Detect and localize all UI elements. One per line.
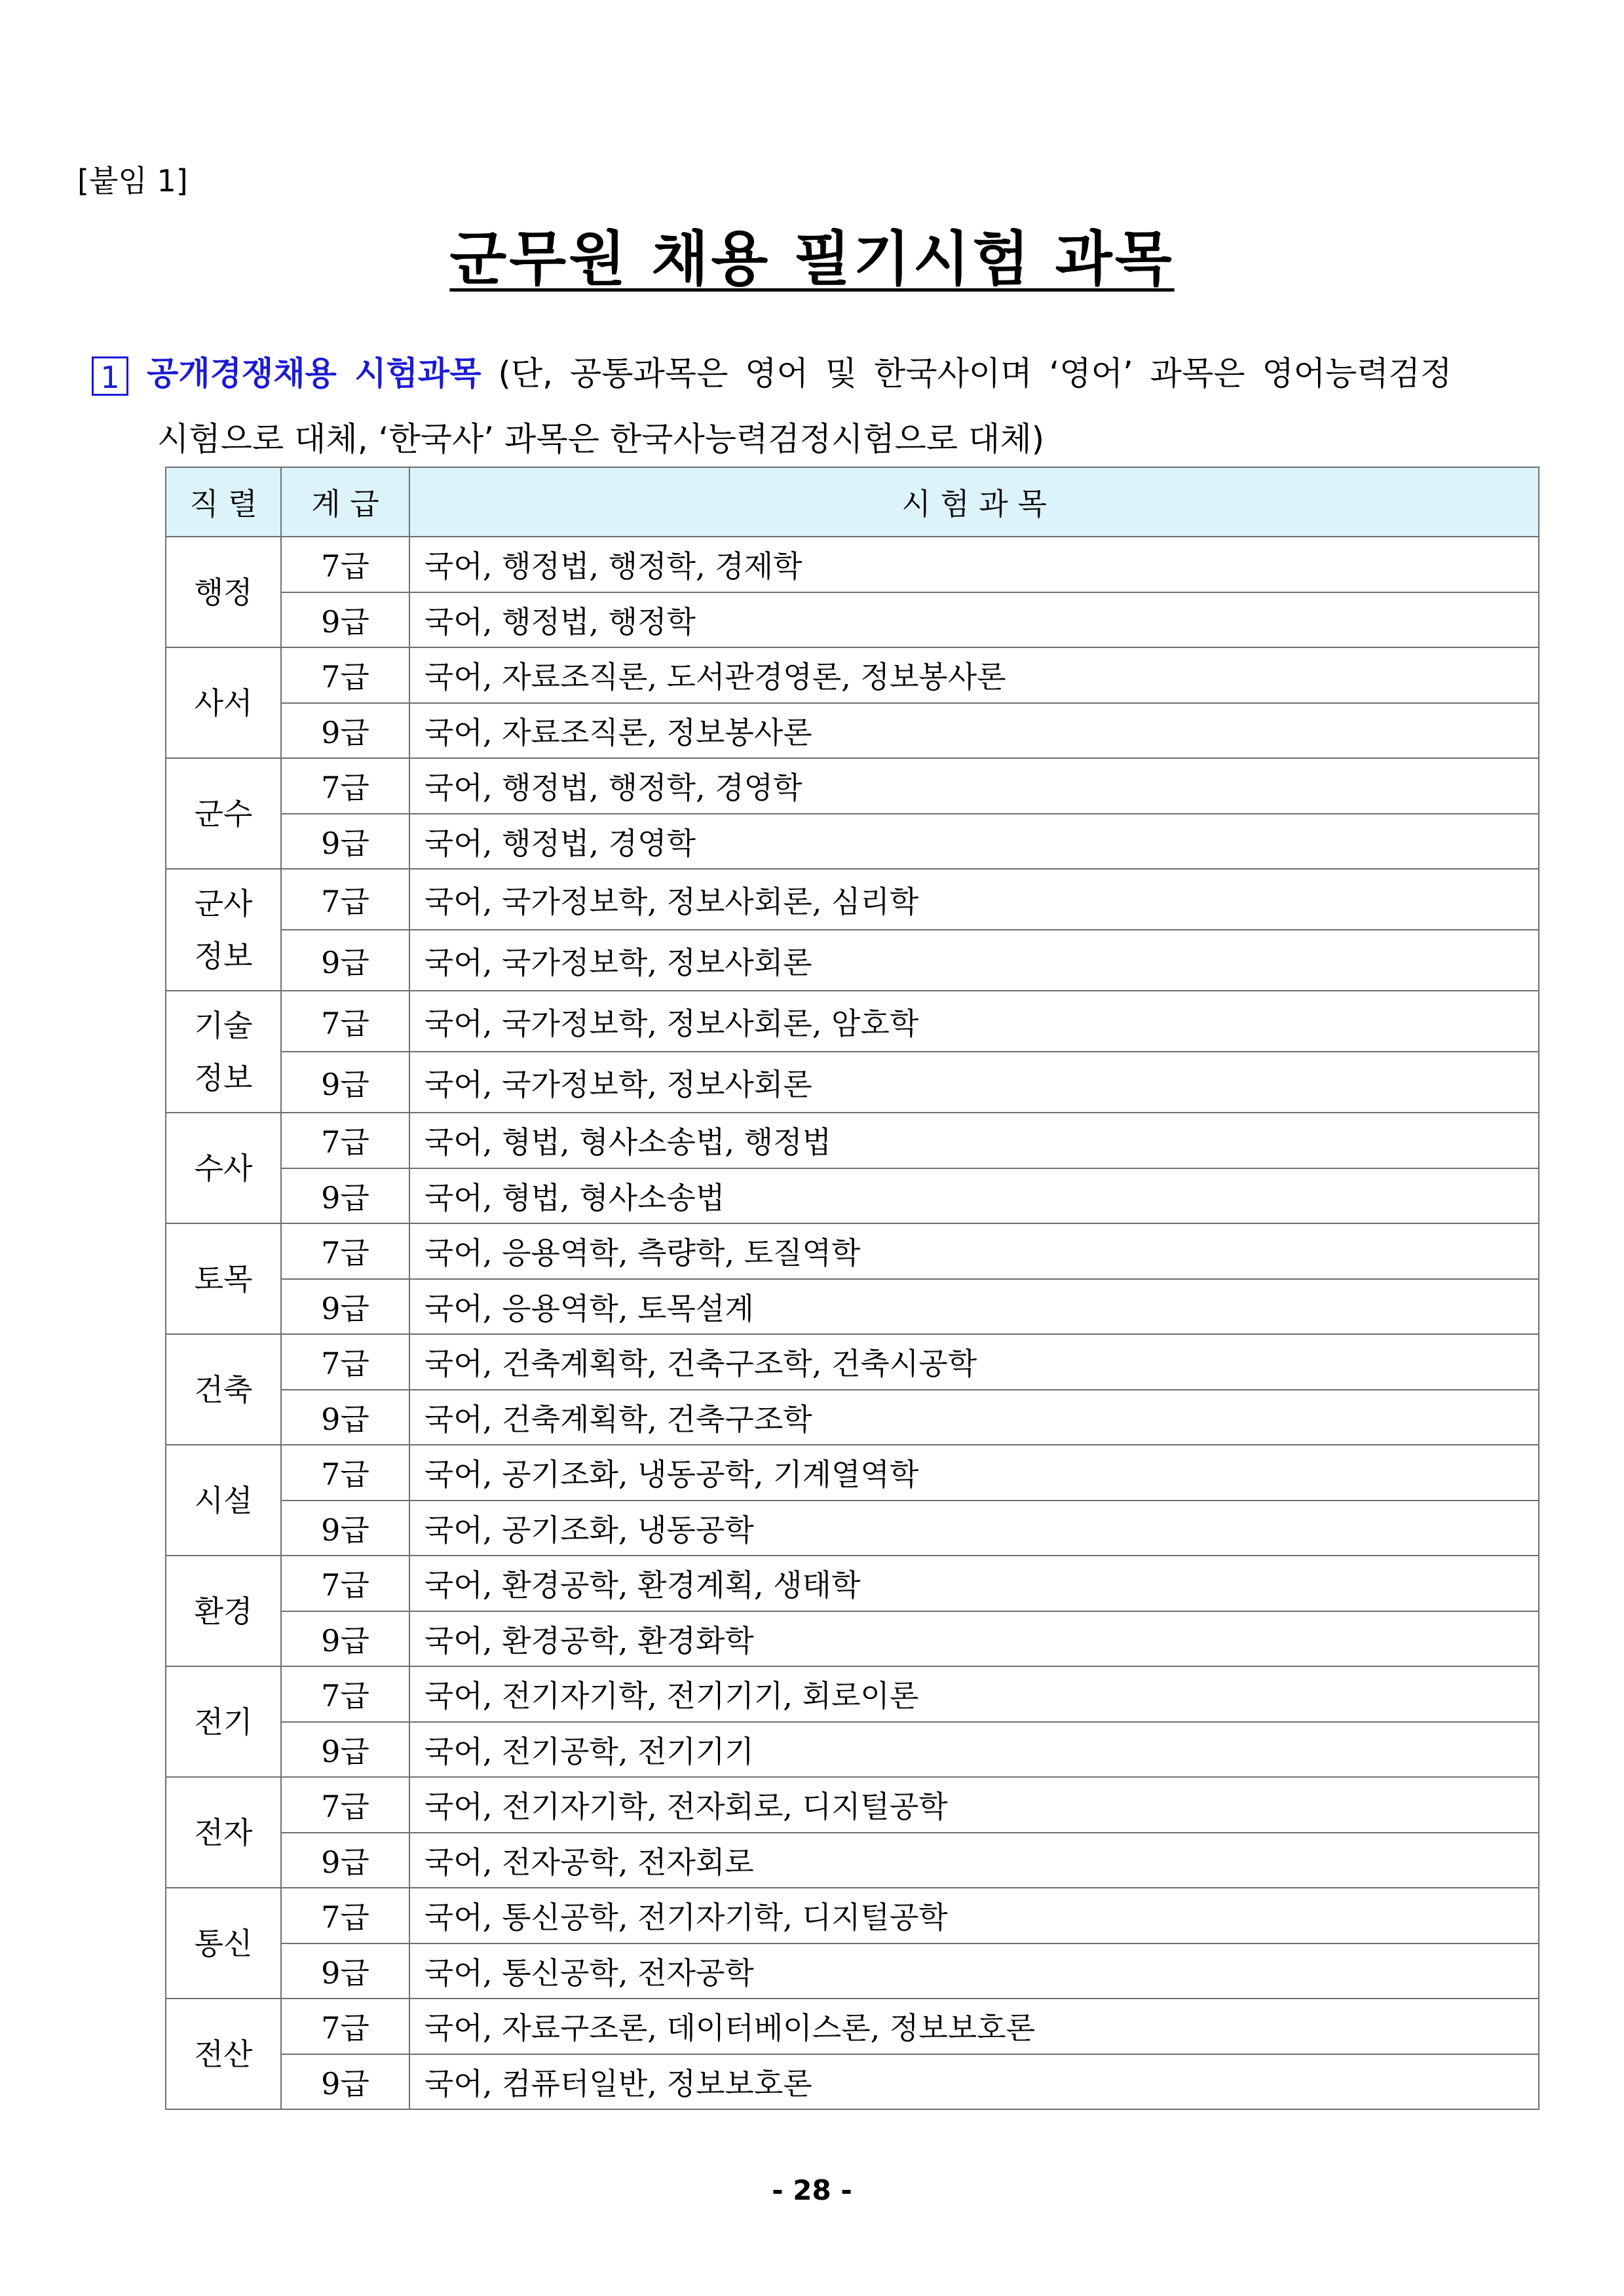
grade-cell: 7급	[281, 1888, 409, 1943]
grade-cell: 9급	[281, 703, 409, 759]
grade-cell: 9급	[281, 1833, 409, 1888]
grade-cell: 7급	[281, 1666, 409, 1722]
subjects-cell: 국어, 국가정보학, 정보사회론	[409, 930, 1539, 991]
page-title	[0, 211, 1624, 296]
table-row	[166, 1777, 1539, 1833]
subjects-cell: 국어, 환경공학, 환경계획, 생태학	[409, 1556, 1539, 1611]
subjects-cell: 국어, 행정법, 행정학, 경제학	[409, 537, 1539, 592]
table-row	[166, 1223, 1539, 1279]
table-row	[166, 1334, 1539, 1390]
grade-cell: 9급	[281, 2054, 409, 2110]
grade-cell: 7급	[281, 869, 409, 930]
subjects-cell: 국어, 컴퓨터일반, 정보보호론	[409, 2054, 1539, 2110]
subjects-cell: 국어, 통신공학, 전기자기학, 디지털공학	[409, 1888, 1539, 1943]
grade-cell: 9급	[281, 1501, 409, 1556]
grade-cell: 7급	[281, 537, 409, 592]
header-category: 직 렬	[166, 467, 281, 537]
grade-cell: 9급	[281, 1168, 409, 1224]
table-row	[166, 930, 1539, 991]
exam-subjects-table	[165, 467, 1539, 2110]
section-note-line-2: 시험으로 대체, ‘한국사’ 과목은 한국사능력검정시험으로 대체)	[157, 420, 1045, 458]
grade-cell: 7급	[281, 1334, 409, 1390]
subjects-cell: 국어, 전기자기학, 전자회로, 디지털공학	[409, 1777, 1539, 1833]
subjects-cell: 국어, 전기자기학, 전기기기, 회로이론	[409, 1666, 1539, 1722]
subjects-cell: 국어, 응용역학, 측량학, 토질역학	[409, 1223, 1539, 1279]
table-row	[166, 1052, 1539, 1113]
table-row	[166, 537, 1539, 592]
header-subjects: 시 험 과 목	[409, 467, 1539, 537]
grade-cell: 9급	[281, 930, 409, 991]
section-note-line-1: (단, 공통과목은 영어 및 한국사이며 ‘영어’ 과목은 영어능력검정	[481, 354, 1452, 392]
subjects-cell: 국어, 국가정보학, 정보사회론, 심리학	[409, 869, 1539, 930]
table-row	[166, 1390, 1539, 1445]
table-row	[166, 1445, 1539, 1501]
grade-cell: 7급	[281, 991, 409, 1052]
table-row	[166, 869, 1539, 930]
grade-cell: 9급	[281, 1279, 409, 1335]
grade-cell: 7급	[281, 1556, 409, 1611]
grade-cell: 9급	[281, 592, 409, 648]
page-number: - 28 -	[772, 2174, 852, 2206]
category-cell: 전기	[166, 1666, 281, 1777]
grade-cell: 7급	[281, 1999, 409, 2054]
grade-cell: 9급	[281, 814, 409, 870]
grade-cell: 7급	[281, 1445, 409, 1501]
category-cell: 기술 정보	[166, 991, 281, 1113]
subjects-cell: 국어, 자료조직론, 정보봉사론	[409, 703, 1539, 759]
grade-cell: 9급	[281, 1943, 409, 1999]
subjects-cell: 국어, 자료구조론, 데이터베이스론, 정보보호론	[409, 1999, 1539, 2054]
grade-cell: 7급	[281, 1223, 409, 1279]
category-cell: 시설	[166, 1445, 281, 1556]
table-body	[166, 537, 1539, 2109]
table-row	[166, 1279, 1539, 1335]
table-row	[166, 647, 1539, 703]
category-cell: 건축	[166, 1334, 281, 1445]
page-title-text: 군무원 채용 필기시험 과목	[449, 225, 1175, 294]
table-row	[166, 1501, 1539, 1556]
table-row	[166, 814, 1539, 870]
grade-cell: 9급	[281, 1611, 409, 1667]
section-heading: 공개경쟁채용 시험과목	[147, 354, 482, 392]
category-cell: 전산	[166, 1999, 281, 2109]
table-row	[166, 1556, 1539, 1611]
table-row	[166, 1666, 1539, 1722]
table-row	[166, 1611, 1539, 1667]
table-row	[166, 2054, 1539, 2110]
grade-cell: 9급	[281, 1052, 409, 1113]
table-row	[166, 1722, 1539, 1778]
table-row	[166, 1113, 1539, 1168]
category-cell: 전자	[166, 1777, 281, 1888]
table-row	[166, 1833, 1539, 1888]
subjects-cell: 국어, 공기조화, 냉동공학, 기계열역학	[409, 1445, 1539, 1501]
header-grade: 계 급	[281, 467, 409, 537]
subjects-cell: 국어, 형법, 형사소송법	[409, 1168, 1539, 1224]
table-row	[166, 1999, 1539, 2054]
table-row	[166, 1943, 1539, 1999]
subjects-cell: 국어, 응용역학, 토목설계	[409, 1279, 1539, 1335]
table-row	[166, 592, 1539, 648]
category-cell: 토목	[166, 1223, 281, 1334]
table-row	[166, 991, 1539, 1052]
grade-cell: 7급	[281, 1113, 409, 1168]
grade-cell: 7급	[281, 758, 409, 814]
category-cell: 사서	[166, 647, 281, 758]
grade-cell: 9급	[281, 1722, 409, 1778]
table-row	[166, 758, 1539, 814]
category-cell: 환경	[166, 1556, 281, 1666]
grade-cell: 7급	[281, 1777, 409, 1833]
subjects-cell: 국어, 전자공학, 전자회로	[409, 1833, 1539, 1888]
subjects-cell: 국어, 공기조화, 냉동공학	[409, 1501, 1539, 1556]
table-header-row	[166, 467, 1539, 537]
subjects-cell: 국어, 건축계획학, 건축구조학, 건축시공학	[409, 1334, 1539, 1390]
category-cell: 수사	[166, 1113, 281, 1223]
subjects-cell: 국어, 행정법, 경영학	[409, 814, 1539, 870]
subjects-cell: 국어, 국가정보학, 정보사회론	[409, 1052, 1539, 1113]
subjects-cell: 국어, 건축계획학, 건축구조학	[409, 1390, 1539, 1445]
grade-cell: 9급	[281, 1390, 409, 1445]
table-row	[166, 1168, 1539, 1224]
subjects-cell: 국어, 행정법, 행정학, 경영학	[409, 758, 1539, 814]
section-1	[92, 341, 1546, 472]
table-row	[166, 703, 1539, 759]
subjects-cell: 국어, 행정법, 행정학	[409, 592, 1539, 648]
subjects-cell: 국어, 통신공학, 전자공학	[409, 1943, 1539, 1999]
subjects-cell: 국어, 형법, 형사소송법, 행정법	[409, 1113, 1539, 1168]
section-number-box: 1	[92, 356, 128, 396]
category-cell: 군사 정보	[166, 869, 281, 991]
category-cell: 군수	[166, 758, 281, 869]
category-cell: 통신	[166, 1888, 281, 1999]
table-row	[166, 1888, 1539, 1943]
subjects-cell: 국어, 환경공학, 환경화학	[409, 1611, 1539, 1667]
attachment-label: [붙임 1]	[77, 163, 188, 199]
section-line-1	[92, 341, 1546, 406]
grade-cell: 7급	[281, 647, 409, 703]
subjects-cell: 국어, 전기공학, 전기기기	[409, 1722, 1539, 1778]
category-cell: 행정	[166, 537, 281, 647]
subjects-cell: 국어, 국가정보학, 정보사회론, 암호학	[409, 991, 1539, 1052]
subjects-cell: 국어, 자료조직론, 도서관경영론, 정보봉사론	[409, 647, 1539, 703]
